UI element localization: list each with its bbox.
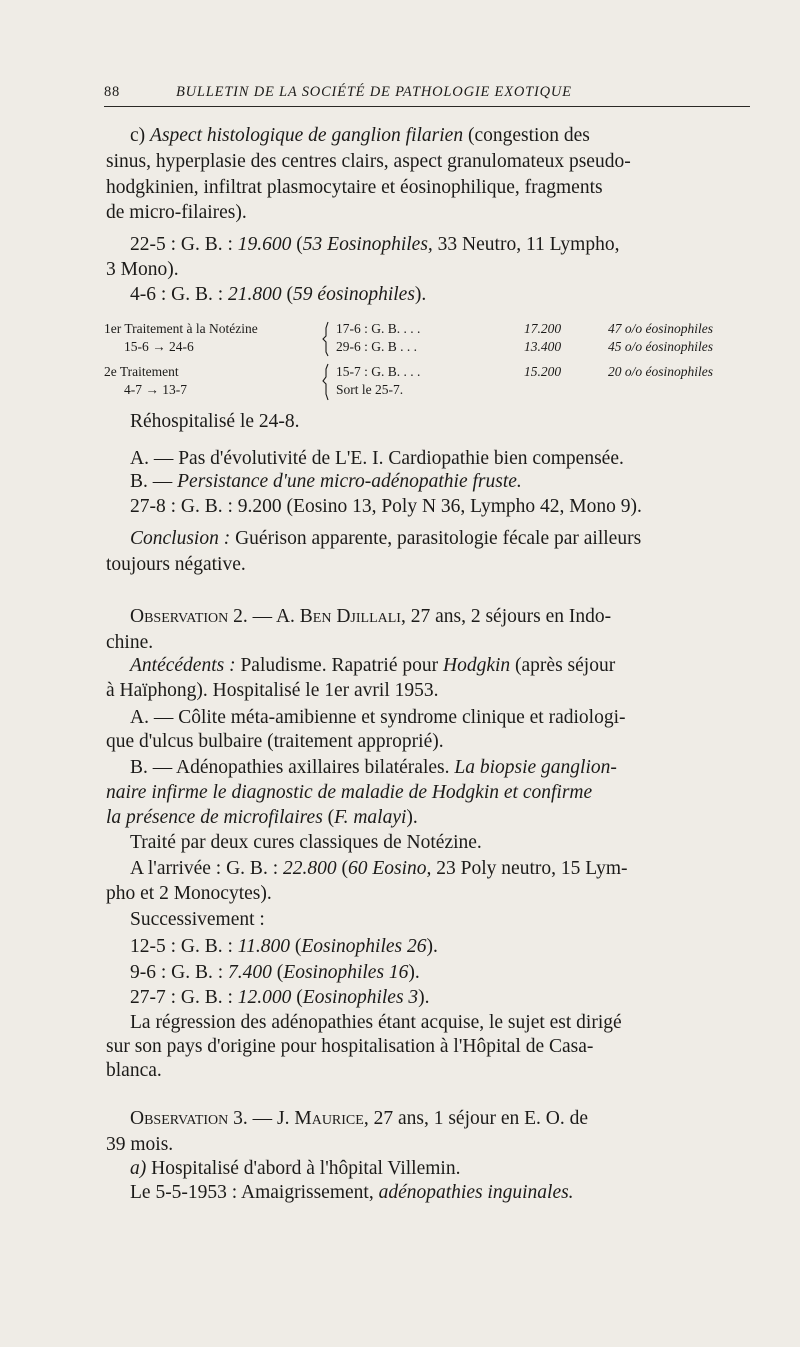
text-line: sinus, hyperplasie des centres clairs, aspect granulomateux pseudo- [106,151,631,172]
italic-text: Hodgkin [443,655,511,676]
text-line [130,856,627,882]
text: 3. — J. [228,1108,295,1129]
text: ). [418,987,430,1008]
text-line [130,232,619,258]
text: 4-6 : G. B. : [130,284,229,305]
table-cell: 17.200 [524,321,562,336]
text-line [130,604,611,630]
italic-text: 60 Eosino, [347,858,432,879]
text-line [130,1180,574,1206]
italic-text: 53 Eosinophiles, [302,234,433,255]
text-line [130,1156,460,1182]
table-cell: 15-7 : G. B. . . . [336,364,421,379]
text-line [130,985,430,1011]
text: ( [289,936,302,957]
text: 22-5 : G. B. : [130,234,238,255]
italic-text: Eosinophiles 26 [301,936,427,957]
text-line: toujours négative. [106,554,246,575]
text-line [130,123,590,149]
text-line: La régression des adénopathies étant acquise, le sujet est dirigé [130,1012,622,1033]
text-line [130,282,426,308]
text-line: sur son pays d'origine pour hospitalisation à l'Hôpital de Casa- [106,1036,594,1057]
text: c) [130,125,151,146]
table-cell: 17-6 : G. B. . . . [336,321,421,336]
running-header [104,80,750,104]
text: , 27 ans, 1 séjour en E. O. de [363,1108,589,1129]
italic-text: Antécédents : [130,655,236,676]
text: ). [406,807,418,828]
text: ( [271,962,284,983]
italic-text: F. malayi [334,807,407,828]
text-line: 3 Mono). [106,259,179,280]
italic-text: adénopathies inguinales. [378,1182,574,1203]
italic-text: Aspect histologique de ganglion filarien [150,125,464,146]
text: , 27 ans, 2 séjours en Indo- [400,606,612,627]
text-line: A. — Côlite méta-amibienne et syndrome clinique et radiologi- [130,707,626,728]
table-cell: 4-7 → 13-7 [124,382,187,397]
italic-text: 21.800 [228,284,282,305]
italic-text: Eosinophiles 16 [283,962,409,983]
italic-text: 19.600 [237,234,292,255]
italic-text: 12.000 [237,987,292,1008]
text: ). [408,962,420,983]
text: 27-7 : G. B. : [130,987,238,1008]
small-caps-text: Observation [130,1108,229,1129]
table-cell: 45 o/o éosinophiles [608,339,713,354]
italic-text: 11.800 [237,936,290,957]
text: 23 Poly neutro, 15 Lym- [431,858,628,879]
text-line: 27-8 : G. B. : 9.200 (Eosino 13, Poly N 36, Lympho 42, Mono 9). [130,496,642,517]
text: ). [414,284,427,305]
small-caps-text: Observation [130,606,229,627]
text-line: naire infirme le diagnostic de maladie de Hodgkin et confirme [106,782,593,803]
text-line [130,469,522,495]
text-line [130,526,641,552]
text-line: hodgkinien, infiltrat plasmocytaire et éosinophilique, fragments [106,177,603,198]
text-line: chine. [106,632,154,653]
page-number: 88 [104,84,121,100]
text: ( [322,807,335,828]
italic-text: 59 éosinophiles [293,284,415,305]
table-cell: 1er Traitement à la Notézine [104,321,258,336]
text: A l'arrivée : G. B. : [130,858,283,879]
table-cell: 29-6 : G. B . . . [336,339,417,354]
text: ). [426,936,438,957]
text-line: que d'ulcus bulbaire (traitement approprié). [106,731,444,752]
small-caps-text: Ben Djillali [299,606,401,627]
header-rule [104,106,750,107]
text: B. — Adénopathies axillaires bilatérales. [130,757,455,778]
table-cell: Sort le 25-7. [336,382,404,397]
text-line: Réhospitalisé le 24-8. [130,411,300,432]
text: ( [291,234,303,255]
text-line [130,653,615,679]
italic-text: Persistance d'une micro-adénopathie fruste. [177,471,522,492]
text: Paludisme. Rapatrié pour [235,655,443,676]
text: 9-6 : G. B. : [130,962,229,983]
text: ( [281,284,294,305]
italic-text: Conclusion : [130,528,231,549]
text: 2. — A. [228,606,300,627]
table-cell: 15-6 → 24-6 [124,339,194,354]
text-line: pho et 2 Monocytes). [106,883,272,904]
italic-text: Eosinophiles 3 [302,987,419,1008]
text: Hospitalisé d'abord à l'hôpital Villemin. [146,1158,461,1179]
table-cell: 47 o/o éosinophiles [608,321,713,336]
table-cell: 20 o/o éosinophiles [608,364,713,379]
italic-text: 7.400 [228,962,272,983]
table-cell: 13.400 [524,339,562,354]
small-caps-text: Maurice [294,1108,364,1129]
italic-text: La biopsie ganglion- [454,757,617,778]
text-line [130,755,617,781]
text-line: à Haïphong). Hospitalisé le 1er avril 1953. [106,680,439,701]
table-cell: 2e Traitement [104,364,179,379]
text: (congestion des [463,125,590,146]
text: 12-5 : G. B. : [130,936,238,957]
text-line: Traité par deux cures classiques de Notézine. [130,832,482,853]
brace-icon [322,320,334,402]
text-line [130,1106,588,1132]
text-line: A. — Pas d'évolutivité de L'E. I. Cardiopathie bien compensée. [130,448,624,469]
italic-text: a) [130,1158,147,1179]
text: B. — [130,471,178,492]
text-line: Successivement : [130,909,265,930]
text-line: 39 mois. [106,1134,174,1155]
text-line: de micro-filaires). [106,202,247,223]
italic-text: 22.800 [282,858,337,879]
text: Le 5-5-1953 : Amaigrissement, [130,1182,379,1203]
text: (après séjour [510,655,616,676]
italic-text: la présence de microfilaires [106,807,323,828]
text: Guérison apparente, parasitologie fécale par ailleurs [230,528,642,549]
text: ( [336,858,348,879]
text-line [130,960,420,986]
text: ( [291,987,303,1008]
text-line [130,934,438,960]
text: 33 Neutro, 11 Lympho, [432,234,620,255]
table-cell: 15.200 [524,364,562,379]
running-title: BULLETIN DE LA SOCIÉTÉ DE PATHOLOGIE EXOTIQUE [176,84,572,100]
text-line: blanca. [106,1060,162,1081]
text-line [106,805,418,831]
